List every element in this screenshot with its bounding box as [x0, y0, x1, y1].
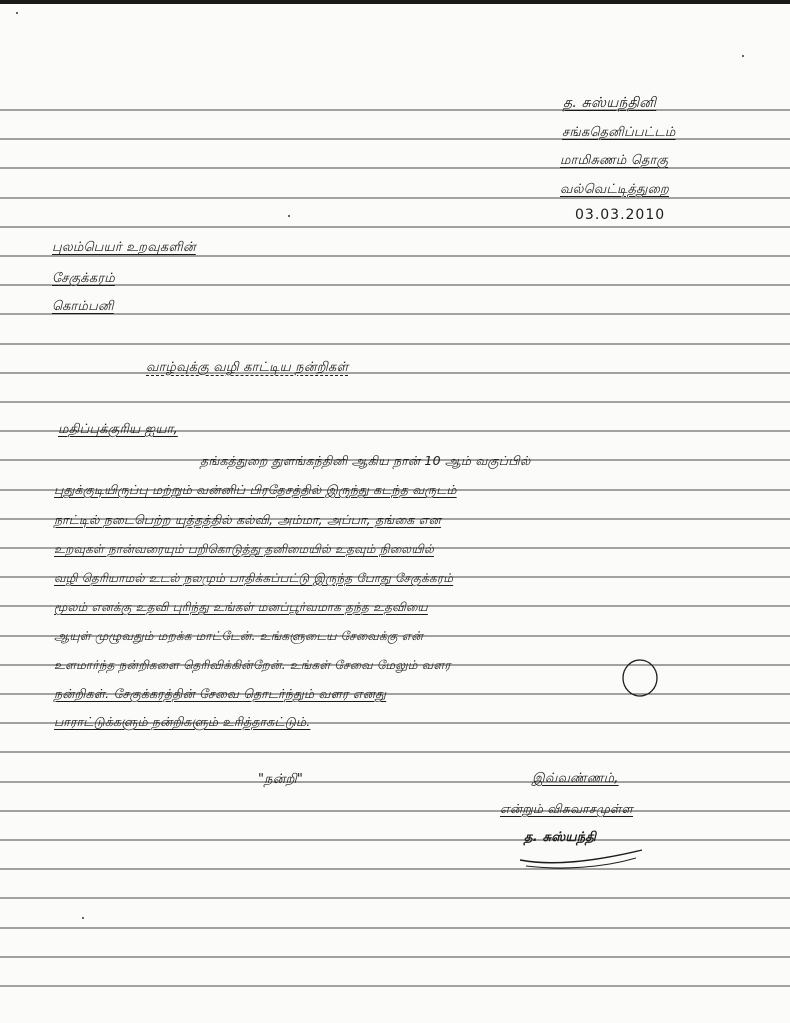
- body-line-5: வழி தெரியாமல் உடல் நலமும் பாதிக்கப்பட்டு இருந்த போது சேகுக்கரம்: [54, 571, 454, 585]
- body-line-9: நன்றிகள். சேகுக்கரத்தின் சேவை தொடர்ந்தும் வளர எனது: [54, 686, 387, 701]
- signature-name: த. சுஸ்யந்தி: [524, 830, 597, 845]
- recipient-line-1: புலம்பெயர் உறவுகளின்: [52, 240, 196, 255]
- recipient-line-3: கொம்பனி: [52, 299, 114, 314]
- body-line-3: நாட்டில் நடைபெற்ற யுத்தத்தில் கல்வி, அம்மா, அப்பா, தங்கை என: [54, 512, 441, 527]
- body-line-6: மூலம் எனக்கு உதவி புரிந்து உங்கள் மனப்பூர்வமாக தந்த உதவியை: [54, 600, 428, 614]
- letter-date: 03.03.2010: [575, 207, 666, 223]
- recipient-line-2: சேகுக்கரம்: [52, 271, 115, 286]
- thanks-text: "நன்றி": [258, 772, 304, 787]
- body-line-2: புதுக்குடியிருப்பு மற்றும் வன்னிப் பிரதேசத்தில் இருந்து கடந்த வருடம்: [54, 482, 457, 497]
- closing-line-1: இவ்வண்ணம்,: [532, 771, 619, 786]
- body-line-4: உறவுகள் நான்வரையும் பறிகொடுத்து தனிமையில் உதவும் நிலையில்: [54, 542, 435, 556]
- ink-speck: [288, 215, 290, 217]
- body-line-10: பாராட்டுக்களும் நன்றிகளும் உரித்தாகட்டும்.: [54, 714, 311, 729]
- ink-speck: [82, 917, 84, 919]
- ink-speck: [16, 12, 18, 14]
- sender-address-line-3: வல்வெட்டித்துறை: [560, 182, 669, 197]
- sender-address-line-2: மாமிசுணம் தொகு: [560, 153, 669, 168]
- ink-speck: [742, 55, 744, 57]
- salutation: மதிப்புக்குரிய ஐயா,: [58, 422, 178, 437]
- sender-name: த. சுஸ்யந்தினி: [563, 95, 657, 111]
- sender-address-line-1: சங்கதெனிப்பட்டம்: [562, 125, 676, 140]
- body-line-1: தங்கத்துறை துளங்கந்தினி ஆகிய நான் 10 ஆம் வகுப்பில்: [200, 453, 531, 468]
- letter-subject: வாழ்வுக்கு வழி காட்டிய நன்றிகள்: [146, 360, 349, 375]
- signature-flourish: [512, 842, 652, 872]
- body-line-7: ஆயுள் முழுவதும் மறக்க மாட்டேன். உங்களுடைய சேவைக்கு என்: [54, 629, 424, 643]
- body-line-8: உளமார்ந்த நன்றிகளை தெரிவிக்கின்றேன். உங்கள் சேவை மேலும் வளர: [54, 658, 451, 672]
- closing-line-2: என்றும் விசுவாசமுள்ள: [500, 801, 633, 816]
- ink-circle-mark: [618, 656, 662, 700]
